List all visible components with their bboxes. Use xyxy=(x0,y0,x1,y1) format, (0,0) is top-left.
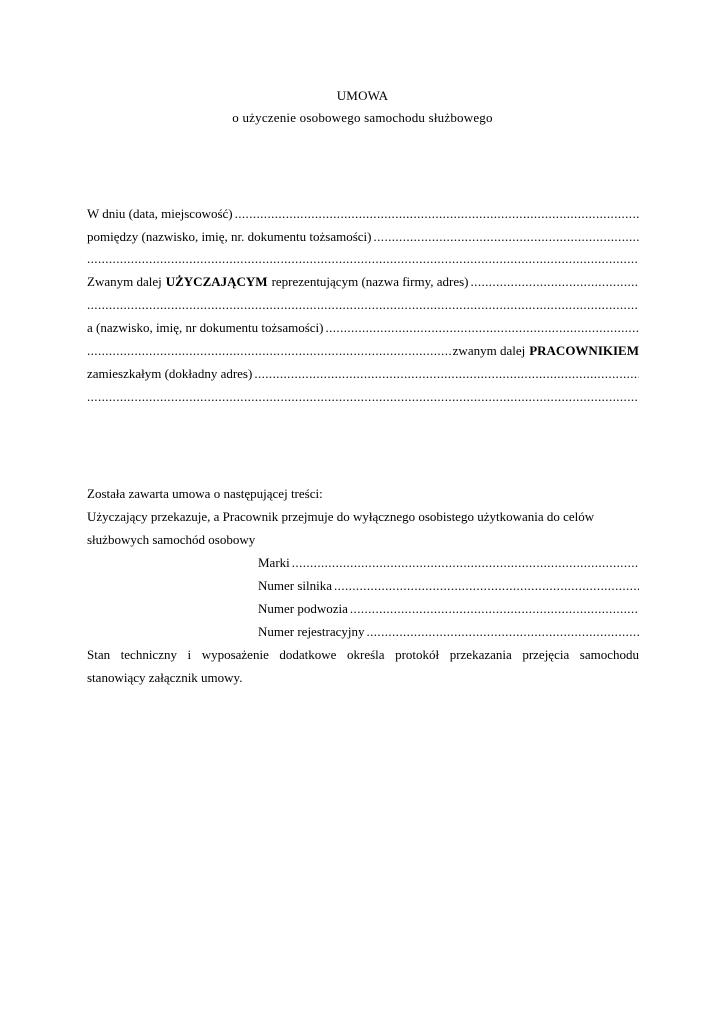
residence-fill-field[interactable] xyxy=(254,366,639,382)
transfer-text-line2: służbowych samochód osobowy xyxy=(87,532,256,547)
lender-continuation-line xyxy=(87,297,639,313)
registration-line xyxy=(258,624,639,640)
employee-called-line xyxy=(87,343,639,359)
between-label: pomiędzy (nazwisko, imię, nr. dokumentu tożsamości) xyxy=(87,229,372,244)
brand-line xyxy=(258,555,639,571)
residence-line xyxy=(87,366,639,382)
represented-label: reprezentującym (nazwa firmy, adres) xyxy=(271,274,469,289)
between-continuation-fill-field[interactable] xyxy=(87,251,638,267)
document-title: UMOWA xyxy=(336,88,389,103)
lender-label: UŻYCZAJĄCYM xyxy=(165,274,268,289)
transfer-text-line1: Użyczający przekazuje, a Pracownik przejmuje do wyłącznego osobistego użytkowania do celów xyxy=(87,509,595,524)
registration-label: Numer rejestracyjny xyxy=(258,624,365,639)
condition-text-line2: stanowiący załącznik umowy. xyxy=(87,670,243,685)
employee-label: PRACOWNIKIEM xyxy=(529,343,639,358)
represented-fill-field[interactable] xyxy=(471,274,639,290)
brand-fill-field[interactable] xyxy=(292,555,639,571)
employee-id-fill-field[interactable] xyxy=(325,320,639,336)
date-place-fill-field[interactable] xyxy=(235,206,639,222)
condition-text-line1: Stan techniczny i wyposażenie dodatkowe określa protokół przekazania przejęcia samochodu xyxy=(87,647,639,662)
contract-intro: Została zawarta umowa o następującej treści: xyxy=(87,486,323,501)
called-prefix: Zwanym dalej xyxy=(87,274,162,289)
engine-fill-field[interactable] xyxy=(334,578,639,594)
residence-continuation-line xyxy=(87,389,639,405)
chassis-label: Numer podwozia xyxy=(258,601,348,616)
engine-label: Numer silnika xyxy=(258,578,333,593)
residence-label: zamieszkałym (dokładny adres) xyxy=(87,366,253,381)
lender-line xyxy=(87,274,639,290)
brand-label: Marki xyxy=(258,555,290,570)
chassis-fill-field[interactable] xyxy=(350,601,639,617)
registration-fill-field[interactable] xyxy=(366,624,639,640)
date-place-label: W dniu (data, miejscowość) xyxy=(87,206,233,221)
and-label: a (nazwisko, imię, nr dokumentu tożsamości) xyxy=(87,320,324,335)
between-continuation-line xyxy=(87,251,639,267)
employee-id-line xyxy=(87,320,639,336)
employee-prefix: zwanym dalej xyxy=(452,343,526,358)
date-place-line xyxy=(87,206,639,222)
engine-line xyxy=(258,578,639,594)
between-fill-field[interactable] xyxy=(374,229,640,245)
between-line xyxy=(87,229,639,245)
chassis-line xyxy=(258,601,639,617)
residence-continuation-fill-field[interactable] xyxy=(87,389,638,405)
document-subtitle: o użyczenie osobowego samochodu służbowego xyxy=(232,110,493,125)
employee-name-fill-field[interactable] xyxy=(87,343,452,359)
lender-continuation-fill-field[interactable] xyxy=(87,297,638,313)
